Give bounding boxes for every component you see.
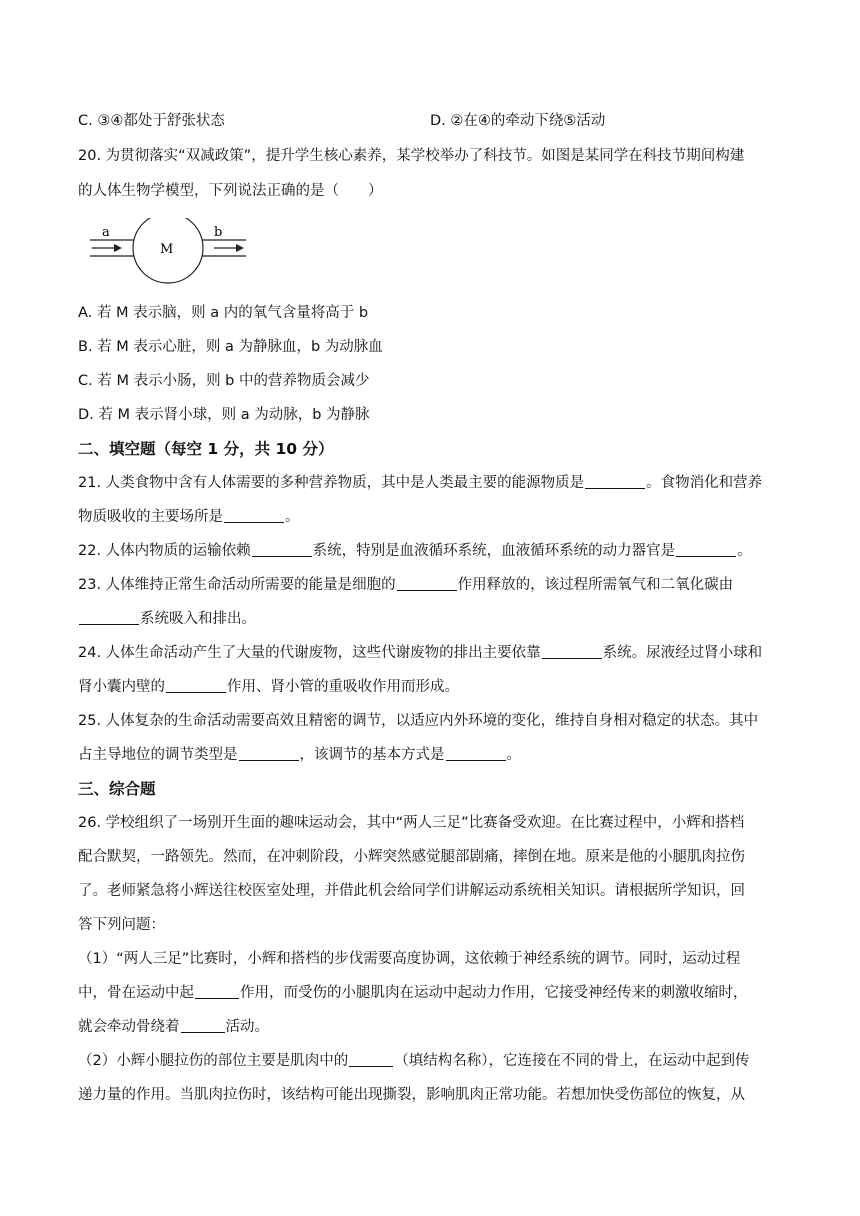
q26-p1-blank-2 [181, 1017, 225, 1033]
q25-text-1: 占主导地位的调节类型是 [78, 747, 238, 763]
q26-p1-text-2: 作用，而受伤的小腿肌肉在运动中起动力作用，它接受神经传来的刺激收缩时， [240, 985, 748, 1001]
q21-line1 [78, 473, 788, 493]
q25-blank-1 [239, 745, 299, 761]
q20-option-a: A. 若 M 表示脑，则 a 内的氧气含量将高于 b [78, 305, 369, 321]
q23-text-2: 作用释放的，该过程所需氧气和二氧化碳由 [457, 577, 734, 593]
label-a: a [102, 225, 110, 240]
q22-blank-1 [252, 541, 312, 557]
q20-stem-line2: 的人体生物学模型，下列说法正确的是（ ） [78, 183, 383, 199]
q23-blank-1 [397, 575, 457, 591]
q19-option-d: D. ②在④的牵动下绕⑤活动 [430, 113, 606, 129]
q20-option-c: C. 若 M 表示小肠，则 b 中的营养物质会减少 [78, 373, 370, 389]
q26-part1-line1: （1）“两人三足”比赛时，小辉和搭档的步伐需要高度协调，这依赖于神经系统的调节。同时，运动过程 [78, 951, 741, 967]
q24-text-2: 系统。尿液经过肾小球和 [602, 645, 763, 661]
q24-line2 [78, 677, 788, 697]
q24-text-4: 作用、肾小管的重吸收作用而形成。 [227, 679, 459, 695]
q20-option-d: D. 若 M 表示肾小球，则 a 为动脉，b 为静脉 [78, 407, 370, 423]
q26-p1-text-1: 中，骨在运动中起 [78, 985, 194, 1001]
q20-option-b: B. 若 M 表示心脏，则 a 为静脉血，b 为动脉血 [78, 339, 383, 355]
q24-text-1: 24. 人体生命活动产生了大量的代谢废物，这些代谢废物的排出主要依靠 [78, 645, 541, 661]
q24-text-3: 肾小囊内壁的 [78, 679, 165, 695]
q26-line3: 了。老师紧急将小辉送往校医室处理，并借此机会给同学们讲解运动系统相关知识。请根据所学知识，回 [78, 883, 745, 899]
q22-line1 [78, 541, 788, 561]
q21-blank-2 [224, 507, 284, 523]
q24-line1 [78, 643, 788, 663]
q25-text-2: ，该调节的基本方式是 [299, 747, 445, 763]
q24-blank-1 [542, 643, 602, 659]
q22-blank-2 [676, 541, 736, 557]
q25-line1: 25. 人体复杂的生命活动需要高效且精密的调节，以适应内外环境的变化，维持自身相对稳定的状态。其中 [78, 713, 759, 729]
q20-stem-line1: 20. 为贯彻落实“双减政策”，提升学生核心素养，某学校举办了科技节。如图是某同学在科技节期间构建 [78, 148, 745, 164]
q26-p1-text-3: 就会牵动骨绕着 [78, 1019, 180, 1035]
q21-text-4: 。 [285, 509, 300, 525]
q26-line2: 配合默契，一路领先。然而，在冲刺阶段，小辉突然感觉腿部剧痛，摔倒在地。原来是他的小腿肌肉拉伤 [78, 849, 745, 865]
section3-heading: 三、综合题 [78, 780, 156, 798]
q24-blank-2 [166, 677, 226, 693]
q25-text-3: 。 [506, 747, 521, 763]
q21-text-1: 21. 人类食物中含有人体需要的多种营养物质，其中是人类最主要的能源物质是 [78, 475, 585, 491]
q22-text-2: 系统，特别是血液循环系统，血液循环系统的动力器官是 [312, 543, 676, 559]
q26-part2-line1 [78, 1051, 788, 1071]
q21-text-2: 。食物消化和营养 [646, 475, 763, 491]
q26-p2-blank-1 [349, 1051, 393, 1067]
q26-part1-line2 [78, 983, 788, 1003]
q23-line1 [78, 575, 788, 595]
q23-blank-2 [79, 609, 139, 625]
q22-text-3: 。 [737, 543, 752, 559]
arrow-b-head-icon [236, 244, 244, 252]
q26-line1: 26. 学校组织了一场别开生面的趣味运动会，其中“两人三足”比赛备受欢迎。在比赛过程中，小辉和搭档 [78, 815, 745, 831]
q23-line2 [78, 609, 788, 629]
section2-heading: 二、填空题（每空 1 分，共 10 分） [78, 440, 334, 458]
q26-p2-text-1: （2）小辉小腿拉伤的部位主要是肌肉中的 [78, 1053, 349, 1069]
q26-p1-blank-1 [195, 983, 239, 999]
q26-line4: 答下列问题： [78, 917, 165, 933]
q22-text-1: 22. 人体内物质的运输依赖 [78, 543, 251, 559]
q25-blank-2 [446, 745, 506, 761]
q26-part1-line3 [78, 1017, 788, 1037]
q26-p2-text-2: （填结构名称），它连接在不同的骨上，在运动中起到传 [394, 1053, 750, 1069]
label-b: b [214, 225, 223, 240]
q26-p1-text-4: 活动。 [225, 1019, 269, 1035]
q23-text-3: 系统吸入和排出。 [140, 611, 256, 627]
arrow-a-head-icon [114, 244, 122, 252]
q21-blank-1 [585, 473, 645, 489]
q21-line2 [78, 507, 788, 527]
q26-part2-line2: 递力量的作用。当肌肉拉伤时，该结构可能出现撕裂，影响肌肉正常功能。若想加快受伤部位的恢复，从 [78, 1087, 745, 1103]
q23-text-1: 23. 人体维持正常生命活动所需要的能量是细胞的 [78, 577, 396, 593]
q20-model-diagram [88, 218, 248, 286]
q19-option-c: C. ③④都处于舒张状态 [78, 113, 225, 129]
q25-line2 [78, 745, 788, 765]
label-m: M [160, 242, 174, 257]
q21-text-3: 物质吸收的主要场所是 [78, 509, 223, 525]
